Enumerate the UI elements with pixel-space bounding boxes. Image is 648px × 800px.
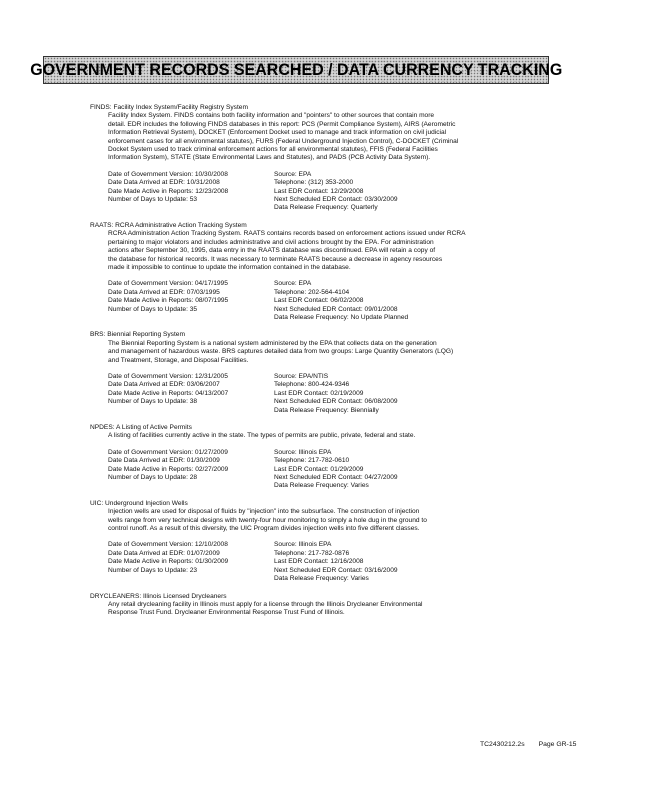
record-npdes — [90, 424, 590, 491]
records-list — [90, 104, 590, 627]
section-description — [108, 230, 590, 272]
desc-line: Docket System used to track criminal enforcement actions for all environmental statutes), FFIS (Federal Facilities — [108, 146, 438, 154]
currency-details — [108, 171, 590, 213]
page-title: GOVERNMENT RECORDS SEARCHED / DATA CURRENCY TRACKING — [29, 60, 563, 79]
telephone: Telephone: 202-564-4104 — [274, 288, 350, 296]
source: Source: EPA/NTIS — [274, 372, 329, 380]
record-uic — [90, 500, 590, 584]
section-heading — [90, 104, 590, 112]
last-contact: Last EDR Contact: 06/02/2008 — [274, 297, 364, 305]
source-contact — [274, 541, 398, 583]
record-raats — [90, 222, 590, 322]
desc-line: pertaining to major violators and includes administrative and civil actions brought by the EPA. For administration — [108, 238, 434, 246]
section-heading — [90, 331, 590, 339]
government-version-date: Date of Government Version: 12/31/2005 — [108, 372, 228, 380]
government-version-date: Date of Government Version: 10/30/2008 — [108, 170, 228, 178]
section-title: RCRA Administrative Action Tracking System — [115, 221, 247, 229]
next-contact: Next Scheduled EDR Contact: 03/30/2009 — [274, 196, 398, 204]
section-title: Illinois Licensed Drycleaners — [143, 592, 227, 600]
version-dates — [108, 449, 274, 491]
record-finds — [90, 104, 590, 213]
days-to-update: Number of Days to Update: 35 — [108, 305, 198, 313]
source-contact — [274, 373, 398, 415]
record-brs — [90, 331, 590, 415]
source: Source: Illinois EPA — [274, 448, 332, 456]
release-frequency: Data Release Frequency: Varies — [274, 482, 369, 490]
desc-line: Information System), STATE (State Environmental Laws and Statutes), and PADS (PCB Activity Data System). — [108, 154, 431, 162]
desc-line: Any retail drycleaning facility in Illinois must apply for a license through the Illinois Drycleaner Environmental — [108, 600, 423, 608]
desc-line: Information Retrieval System), DOCKET (Enforcement Docket used to manage and track information on civil judicial — [108, 129, 447, 137]
desc-line: made it impossible to continue to update the information contained in the database. — [108, 263, 351, 271]
record-drycleaners — [90, 593, 590, 618]
header-banner — [29, 56, 563, 84]
release-frequency: Data Release Frequency: Quarterly — [274, 204, 378, 212]
days-to-update: Number of Days to Update: 28 — [108, 474, 198, 482]
currency-details — [108, 280, 590, 322]
section-heading — [90, 593, 590, 601]
section-description — [108, 340, 590, 365]
section-title: Underground Injection Wells — [105, 499, 188, 507]
last-contact: Last EDR Contact: 12/16/2008 — [274, 558, 364, 566]
section-heading — [90, 222, 590, 230]
section-code: NPDES: — [90, 424, 115, 431]
source: Source: EPA — [274, 170, 312, 178]
days-to-update: Number of Days to Update: 23 — [108, 566, 198, 574]
section-description — [108, 601, 590, 618]
source-contact — [274, 171, 398, 213]
desc-line: A listing of facilities currently active in the state. The types of permits are public, private, federal and state. — [108, 432, 416, 440]
last-contact: Last EDR Contact: 12/29/2008 — [274, 187, 364, 195]
source: Source: EPA — [274, 280, 312, 288]
telephone: Telephone: 217-782-0876 — [274, 549, 350, 557]
data-arrived-date: Date Data Arrived at EDR: 10/31/2008 — [108, 179, 220, 187]
telephone: Telephone: 800-424-9346 — [274, 381, 350, 389]
next-contact: Next Scheduled EDR Contact: 09/01/2008 — [274, 305, 398, 313]
source: Source: Illinois EPA — [274, 541, 332, 549]
section-code: FINDS: — [90, 104, 112, 111]
desc-line: Injection wells are used for disposal of fluids by "injection" into the subsurface. The construction of injection — [108, 508, 420, 516]
report-id: TC2430212.2s — [480, 741, 525, 748]
section-heading — [90, 500, 590, 508]
section-description — [108, 508, 590, 533]
made-active-date: Date Made Active in Reports: 01/30/2009 — [108, 558, 229, 566]
currency-details — [108, 373, 590, 415]
government-version-date: Date of Government Version: 04/17/1995 — [108, 280, 228, 288]
section-code: BRS: — [90, 331, 106, 339]
desc-line: Response Trust Fund. Drycleaner Environmental Response Trust Fund of Illinois. — [108, 609, 345, 617]
telephone: Telephone: (312) 353-2000 — [274, 179, 354, 187]
made-active-date: Date Made Active in Reports: 12/23/2008 — [108, 187, 229, 195]
desc-line: Facility Index System. FINDS contains both facility information and "pointers" to other sources that contain more — [108, 112, 435, 120]
data-arrived-date: Date Data Arrived at EDR: 07/03/1995 — [108, 288, 220, 296]
version-dates — [108, 171, 274, 213]
desc-line: wells range from very technical designs with twenty-four hour monitoring to simply a hole dug in the ground to — [108, 516, 427, 524]
desc-line: and Treatment, Storage, and Disposal Facilities. — [108, 356, 249, 364]
next-contact: Next Scheduled EDR Contact: 03/16/2009 — [274, 566, 398, 574]
currency-details — [108, 541, 590, 583]
desc-line: and management of hazardous waste. BRS captures detailed data from two groups: Large Quantity Generators (LQG) — [108, 348, 454, 356]
release-frequency: Data Release Frequency: No Update Planned — [274, 313, 409, 321]
made-active-date: Date Made Active in Reports: 08/07/1995 — [108, 297, 229, 305]
page-footer — [480, 741, 576, 748]
desc-line: control runoff. As a result of this diversity, the UIC Program divides injection wells into five different classes. — [108, 525, 420, 533]
section-description — [108, 112, 590, 162]
days-to-update: Number of Days to Update: 53 — [108, 196, 198, 204]
last-contact: Last EDR Contact: 02/19/2009 — [274, 389, 364, 397]
data-arrived-date: Date Data Arrived at EDR: 01/07/2009 — [108, 549, 220, 557]
section-title: Biennial Reporting System — [107, 331, 185, 339]
made-active-date: Date Made Active in Reports: 04/13/2007 — [108, 389, 229, 397]
page-number: Page GR-15 — [538, 741, 577, 748]
next-contact: Next Scheduled EDR Contact: 04/27/2009 — [274, 474, 398, 482]
last-contact: Last EDR Contact: 01/29/2009 — [274, 465, 364, 473]
section-description — [108, 432, 590, 440]
desc-line: actions after September 30, 1995, data entry in the RAATS database was discontinued. EPA will retain a copy of — [108, 247, 436, 255]
desc-line: detail. EDR includes the following FINDS databases in this report: PCS (Permit Compliance System), AIRS (Aerometric — [108, 120, 456, 128]
currency-details — [108, 449, 590, 491]
section-heading — [90, 424, 590, 432]
telephone: Telephone: 217-782-0610 — [274, 457, 350, 465]
data-arrived-date: Date Data Arrived at EDR: 01/30/2009 — [108, 457, 220, 465]
source-contact — [274, 280, 408, 322]
desc-line: enforcement cases for all environmental statutes), FURS (Federal Underground Injection Control), C-DOCKET (Criminal — [108, 137, 459, 145]
release-frequency: Data Release Frequency: Biennially — [274, 406, 379, 414]
section-code: UIC: — [90, 499, 104, 507]
next-contact: Next Scheduled EDR Contact: 06/08/2009 — [274, 398, 398, 406]
desc-line: the database for historical records. It was necessary to terminate RAATS because a decrease in agency resources — [108, 255, 443, 263]
section-title: A Listing of Active Permits — [116, 424, 192, 431]
release-frequency: Data Release Frequency: Varies — [274, 575, 369, 583]
section-title: Facility Index System/Facility Registry System — [113, 104, 248, 111]
made-active-date: Date Made Active in Reports: 02/27/2009 — [108, 465, 229, 473]
version-dates — [108, 280, 274, 322]
section-code: RAATS: — [90, 221, 114, 229]
days-to-update: Number of Days to Update: 38 — [108, 398, 198, 406]
section-code: DRYCLEANERS: — [90, 592, 142, 600]
desc-line: RCRA Administration Action Tracking System. RAATS contains records based on enforcement actions issued under RCRA — [108, 230, 466, 238]
version-dates — [108, 373, 274, 415]
government-version-date: Date of Government Version: 01/27/2009 — [108, 448, 228, 456]
government-version-date: Date of Government Version: 12/10/2008 — [108, 541, 228, 549]
source-contact — [274, 449, 398, 491]
version-dates — [108, 541, 274, 583]
data-arrived-date: Date Data Arrived at EDR: 03/06/2007 — [108, 381, 220, 389]
desc-line: The Biennial Reporting System is a national system administered by the EPA that collects data on the generation — [108, 339, 437, 347]
